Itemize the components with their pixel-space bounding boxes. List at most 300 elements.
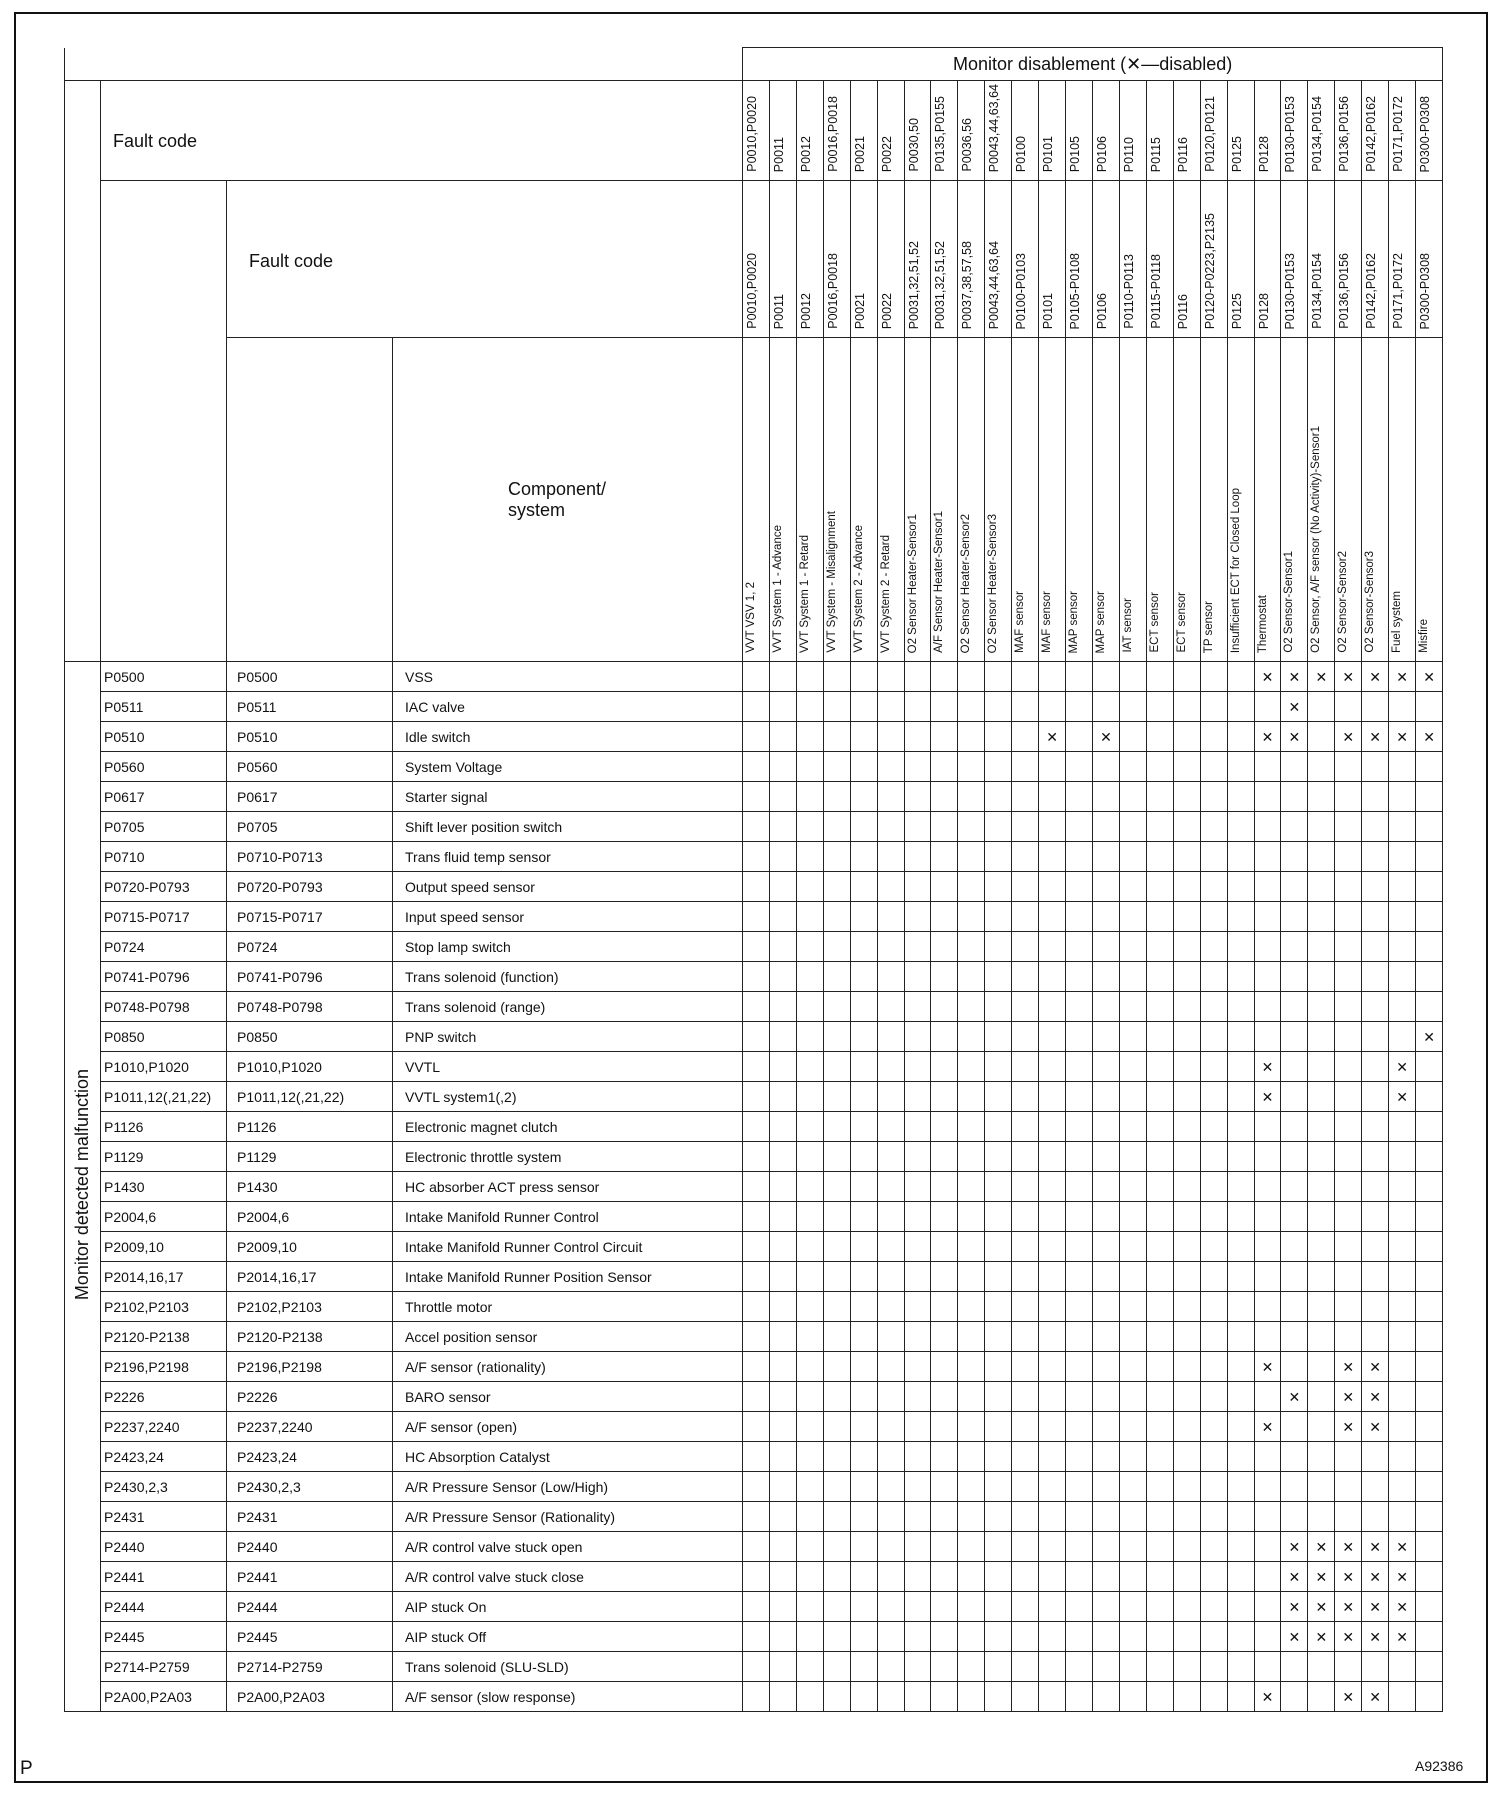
- column-code1-label: P0142,P0162: [1364, 96, 1379, 172]
- column-component-cell: [877, 338, 904, 662]
- empty-matrix-cell: [769, 812, 796, 842]
- column-code2-cell: [1281, 181, 1308, 338]
- column-component-cell: [904, 338, 931, 662]
- empty-matrix-cell: [904, 872, 931, 902]
- column-component-label: Fuel system: [1391, 591, 1404, 653]
- disabled-x-mark: ✕: [1288, 1538, 1301, 1555]
- row-component-system: PNP switch: [393, 1022, 743, 1052]
- empty-matrix-cell: [1012, 1232, 1039, 1262]
- row-fault-code-1: P2009,10: [101, 1232, 227, 1262]
- row-component-system: VVTL system1(,2): [393, 1082, 743, 1112]
- empty-matrix-cell: [823, 932, 850, 962]
- empty-matrix-cell: [1039, 752, 1066, 782]
- empty-matrix-cell: [1012, 1442, 1039, 1472]
- empty-matrix-cell: [1362, 1022, 1389, 1052]
- empty-matrix-cell: [743, 692, 770, 722]
- empty-matrix-cell: [823, 692, 850, 722]
- column-code1-cell: [850, 81, 877, 181]
- column-code2-cell: [1335, 181, 1362, 338]
- empty-matrix-cell: [1362, 1202, 1389, 1232]
- empty-matrix-cell: [1227, 1022, 1254, 1052]
- empty-matrix-cell: [1146, 662, 1173, 692]
- empty-matrix-cell: [1146, 902, 1173, 932]
- disabled-x-mark: ✕: [1261, 1358, 1274, 1375]
- disabled-mark-cell: [1389, 1052, 1416, 1082]
- empty-matrix-cell: [1066, 782, 1093, 812]
- disabled-x-mark: ✕: [1369, 1688, 1382, 1705]
- table-row: [65, 722, 1443, 752]
- column-component-label: IAT sensor: [1121, 598, 1134, 653]
- empty-matrix-cell: [743, 992, 770, 1022]
- column-code2-cell: [1012, 181, 1039, 338]
- empty-matrix-cell: [1416, 932, 1443, 962]
- empty-matrix-cell: [850, 1382, 877, 1412]
- empty-matrix-cell: [904, 1382, 931, 1412]
- empty-matrix-cell: [958, 1052, 985, 1082]
- empty-matrix-cell: [1308, 1142, 1335, 1172]
- empty-matrix-cell: [1012, 1382, 1039, 1412]
- empty-matrix-cell: [985, 1592, 1012, 1622]
- empty-matrix-cell: [1389, 1322, 1416, 1352]
- empty-matrix-cell: [1254, 1562, 1281, 1592]
- empty-matrix-cell: [1281, 992, 1308, 1022]
- empty-matrix-cell: [1039, 1682, 1066, 1712]
- empty-matrix-cell: [958, 1562, 985, 1592]
- empty-matrix-cell: [1092, 1232, 1119, 1262]
- empty-matrix-cell: [985, 1052, 1012, 1082]
- row-component-system: Shift lever position switch: [393, 812, 743, 842]
- empty-matrix-cell: [1416, 1442, 1443, 1472]
- empty-matrix-cell: [823, 1112, 850, 1142]
- empty-matrix-cell: [796, 692, 823, 722]
- empty-matrix-cell: [1362, 902, 1389, 932]
- empty-matrix-cell: [1308, 872, 1335, 902]
- empty-matrix-cell: [823, 1082, 850, 1112]
- empty-matrix-cell: [1092, 1022, 1119, 1052]
- row-component-system: VSS: [393, 662, 743, 692]
- empty-matrix-cell: [1066, 1112, 1093, 1142]
- empty-matrix-cell: [1146, 782, 1173, 812]
- empty-matrix-cell: [904, 1532, 931, 1562]
- empty-matrix-cell: [1281, 1682, 1308, 1712]
- empty-matrix-cell: [1200, 692, 1227, 722]
- disabled-mark-cell: [1092, 722, 1119, 752]
- empty-matrix-cell: [743, 1442, 770, 1472]
- column-code2-cell: [1362, 181, 1389, 338]
- row-component-system: Stop lamp switch: [393, 932, 743, 962]
- empty-matrix-cell: [877, 902, 904, 932]
- empty-matrix-cell: [1173, 962, 1200, 992]
- column-code2-label: P0031,32,51,52: [906, 240, 921, 329]
- empty-matrix-cell: [958, 1022, 985, 1052]
- empty-matrix-cell: [1335, 1142, 1362, 1172]
- column-code2-cell: [877, 181, 904, 338]
- disabled-x-mark: ✕: [1423, 1028, 1436, 1045]
- empty-matrix-cell: [1200, 1142, 1227, 1172]
- empty-matrix-cell: [985, 1172, 1012, 1202]
- empty-matrix-cell: [850, 1442, 877, 1472]
- empty-matrix-cell: [850, 1592, 877, 1622]
- disabled-x-mark: ✕: [1315, 1538, 1328, 1555]
- row-fault-code-2: P2423,24: [227, 1442, 393, 1472]
- empty-matrix-cell: [1066, 872, 1093, 902]
- empty-matrix-cell: [1012, 1472, 1039, 1502]
- column-code1-cell: [877, 81, 904, 181]
- empty-matrix-cell: [1092, 1052, 1119, 1082]
- empty-matrix-cell: [1308, 1292, 1335, 1322]
- column-code2-cell: [1227, 181, 1254, 338]
- table-row: [65, 1442, 1443, 1472]
- empty-matrix-cell: [1416, 1172, 1443, 1202]
- empty-matrix-cell: [904, 1322, 931, 1352]
- monitor-detected-malfunction-label: Monitor detected malfunction: [72, 1069, 92, 1301]
- empty-matrix-cell: [769, 1022, 796, 1052]
- top-left-corner: [65, 48, 743, 81]
- row-component-system: Trans solenoid (SLU-SLD): [393, 1652, 743, 1682]
- row-fault-code-1: P1129: [101, 1142, 227, 1172]
- empty-matrix-cell: [1092, 1472, 1119, 1502]
- disabled-mark-cell: [1281, 1592, 1308, 1622]
- empty-matrix-cell: [743, 752, 770, 782]
- empty-matrix-cell: [1416, 1532, 1443, 1562]
- disabled-x-mark: ✕: [1423, 728, 1436, 745]
- column-code2-label: P0016,P0018: [825, 253, 840, 329]
- empty-matrix-cell: [1416, 1592, 1443, 1622]
- empty-matrix-cell: [1092, 1502, 1119, 1532]
- empty-matrix-cell: [769, 992, 796, 1022]
- disabled-x-mark: ✕: [1423, 668, 1436, 685]
- empty-matrix-cell: [1227, 722, 1254, 752]
- empty-matrix-cell: [1119, 1142, 1146, 1172]
- empty-matrix-cell: [823, 1202, 850, 1232]
- column-code1-label: P0135,P0155: [933, 96, 948, 172]
- row-component-system: HC absorber ACT press sensor: [393, 1172, 743, 1202]
- column-code2-label: P0105-P0108: [1068, 252, 1083, 329]
- disabled-mark-cell: [1416, 662, 1443, 692]
- table-row: [65, 1622, 1443, 1652]
- table-row: [65, 1262, 1443, 1292]
- empty-matrix-cell: [1200, 1472, 1227, 1502]
- empty-matrix-cell: [1362, 1292, 1389, 1322]
- empty-matrix-cell: [1416, 1112, 1443, 1142]
- empty-matrix-cell: [931, 1322, 958, 1352]
- disabled-x-mark: ✕: [1396, 668, 1408, 685]
- row-fault-code-1: P0560: [101, 752, 227, 782]
- empty-matrix-cell: [1389, 1652, 1416, 1682]
- empty-matrix-cell: [985, 1442, 1012, 1472]
- empty-matrix-cell: [1012, 1322, 1039, 1352]
- empty-matrix-cell: [985, 722, 1012, 752]
- empty-matrix-cell: [1200, 1052, 1227, 1082]
- empty-matrix-cell: [823, 1322, 850, 1352]
- disabled-mark-cell: [1281, 1562, 1308, 1592]
- table-row: [65, 902, 1443, 932]
- empty-matrix-cell: [1389, 1382, 1416, 1412]
- empty-matrix-cell: [1012, 1352, 1039, 1382]
- empty-matrix-cell: [1173, 1562, 1200, 1592]
- empty-matrix-cell: [1119, 902, 1146, 932]
- empty-matrix-cell: [1066, 1652, 1093, 1682]
- column-code1-label: P0115: [1148, 136, 1163, 172]
- empty-matrix-cell: [1308, 692, 1335, 722]
- column-code1-cell: [985, 81, 1012, 181]
- empty-matrix-cell: [1335, 812, 1362, 842]
- empty-matrix-cell: [1119, 962, 1146, 992]
- empty-matrix-cell: [1281, 1322, 1308, 1352]
- empty-matrix-cell: [1308, 842, 1335, 872]
- empty-matrix-cell: [1012, 902, 1039, 932]
- empty-matrix-cell: [1335, 992, 1362, 1022]
- empty-matrix-cell: [1227, 1112, 1254, 1142]
- empty-matrix-cell: [1335, 842, 1362, 872]
- empty-matrix-cell: [985, 1082, 1012, 1112]
- column-component-label: VVT System 2 - Retard: [879, 534, 892, 653]
- row-fault-code-1: P1126: [101, 1112, 227, 1142]
- column-code1-label: P0116: [1175, 136, 1190, 172]
- empty-matrix-cell: [1092, 1172, 1119, 1202]
- empty-matrix-cell: [1066, 902, 1093, 932]
- empty-matrix-cell: [796, 1532, 823, 1562]
- empty-matrix-cell: [823, 812, 850, 842]
- table-row: [65, 1592, 1443, 1622]
- disabled-x-mark: ✕: [1342, 1598, 1355, 1615]
- empty-matrix-cell: [796, 1022, 823, 1052]
- empty-matrix-cell: [1173, 692, 1200, 722]
- column-component-cell: [985, 338, 1012, 662]
- empty-matrix-cell: [1308, 1472, 1335, 1502]
- empty-matrix-cell: [1012, 1112, 1039, 1142]
- left-blank-header: [65, 81, 101, 662]
- empty-matrix-cell: [1416, 902, 1443, 932]
- empty-matrix-cell: [1335, 752, 1362, 782]
- disabled-mark-cell: [1389, 1082, 1416, 1112]
- empty-matrix-cell: [823, 1292, 850, 1322]
- column-code2-cell: [823, 181, 850, 338]
- row-fault-code-2: P0560: [227, 752, 393, 782]
- empty-matrix-cell: [1389, 872, 1416, 902]
- empty-matrix-cell: [796, 1652, 823, 1682]
- row-fault-code-2: P1011,12(,21,22): [227, 1082, 393, 1112]
- empty-matrix-cell: [769, 1442, 796, 1472]
- empty-matrix-cell: [958, 752, 985, 782]
- empty-matrix-cell: [796, 1052, 823, 1082]
- empty-matrix-cell: [1254, 1472, 1281, 1502]
- empty-matrix-cell: [1335, 1112, 1362, 1142]
- empty-matrix-cell: [1146, 1592, 1173, 1622]
- empty-matrix-cell: [904, 1352, 931, 1382]
- empty-matrix-cell: [1119, 692, 1146, 722]
- column-component-label: ECT sensor: [1175, 592, 1188, 653]
- empty-matrix-cell: [769, 722, 796, 752]
- empty-matrix-cell: [1281, 1202, 1308, 1232]
- empty-matrix-cell: [985, 1382, 1012, 1412]
- empty-matrix-cell: [1146, 1442, 1173, 1472]
- empty-matrix-cell: [1119, 1172, 1146, 1202]
- empty-matrix-cell: [1119, 782, 1146, 812]
- empty-matrix-cell: [1308, 722, 1335, 752]
- empty-matrix-cell: [1254, 962, 1281, 992]
- column-component-label: O2 Sensor, A/F sensor (No Activity)-Sensor1: [1310, 426, 1323, 653]
- disabled-x-mark: ✕: [1261, 1688, 1274, 1705]
- empty-matrix-cell: [1362, 692, 1389, 722]
- empty-matrix-cell: [796, 1202, 823, 1232]
- empty-matrix-cell: [877, 932, 904, 962]
- empty-matrix-cell: [1308, 1652, 1335, 1682]
- column-code1-cell: [1173, 81, 1200, 181]
- empty-matrix-cell: [1281, 812, 1308, 842]
- column-code1-label: P0010,P0020: [745, 96, 759, 172]
- empty-matrix-cell: [1146, 1322, 1173, 1352]
- empty-matrix-cell: [1416, 1322, 1443, 1352]
- column-code1-label: P0106: [1094, 135, 1109, 172]
- empty-matrix-cell: [769, 1592, 796, 1622]
- column-component-cell: [1281, 338, 1308, 662]
- empty-matrix-cell: [1092, 812, 1119, 842]
- column-code2-label: P0142,P0162: [1364, 253, 1379, 329]
- empty-matrix-cell: [1227, 962, 1254, 992]
- empty-matrix-cell: [1254, 1622, 1281, 1652]
- empty-matrix-cell: [743, 1262, 770, 1292]
- empty-matrix-cell: [1254, 1502, 1281, 1532]
- disabled-mark-cell: [1254, 722, 1281, 752]
- empty-matrix-cell: [769, 1532, 796, 1562]
- empty-matrix-cell: [796, 932, 823, 962]
- empty-matrix-cell: [1389, 962, 1416, 992]
- empty-matrix-cell: [1416, 1052, 1443, 1082]
- empty-matrix-cell: [1281, 1472, 1308, 1502]
- empty-matrix-cell: [1362, 1472, 1389, 1502]
- empty-matrix-cell: [1308, 1172, 1335, 1202]
- column-component-cell: [1173, 338, 1200, 662]
- table-row: [65, 842, 1443, 872]
- empty-matrix-cell: [823, 1352, 850, 1382]
- empty-matrix-cell: [1066, 962, 1093, 992]
- row-fault-code-2: P2004,6: [227, 1202, 393, 1232]
- row-fault-code-2: P0705: [227, 812, 393, 842]
- empty-matrix-cell: [904, 932, 931, 962]
- disabled-mark-cell: [1362, 1412, 1389, 1442]
- empty-matrix-cell: [1012, 1292, 1039, 1322]
- empty-matrix-cell: [931, 842, 958, 872]
- empty-matrix-cell: [1066, 1502, 1093, 1532]
- row-fault-code-1: P0500: [101, 662, 227, 692]
- empty-matrix-cell: [743, 1352, 770, 1382]
- empty-matrix-cell: [985, 1622, 1012, 1652]
- empty-matrix-cell: [958, 692, 985, 722]
- empty-matrix-cell: [1308, 1052, 1335, 1082]
- column-code1-label: P0011: [771, 136, 786, 172]
- empty-matrix-cell: [1119, 1382, 1146, 1412]
- column-code2-cell: [931, 181, 958, 338]
- row-fault-code-1: P2004,6: [101, 1202, 227, 1232]
- disabled-x-mark: ✕: [1288, 1598, 1301, 1615]
- disabled-x-mark: ✕: [1369, 1568, 1382, 1585]
- empty-matrix-cell: [958, 1172, 985, 1202]
- empty-matrix-cell: [877, 1262, 904, 1292]
- empty-matrix-cell: [850, 1112, 877, 1142]
- column-code1-label: P0012: [798, 135, 813, 172]
- empty-matrix-cell: [1092, 992, 1119, 1022]
- empty-matrix-cell: [1066, 1292, 1093, 1322]
- empty-matrix-cell: [1012, 992, 1039, 1022]
- empty-matrix-cell: [1173, 902, 1200, 932]
- empty-matrix-cell: [904, 1112, 931, 1142]
- row-component-system: IAC valve: [393, 692, 743, 722]
- empty-matrix-cell: [1039, 1052, 1066, 1082]
- empty-matrix-cell: [1416, 1472, 1443, 1502]
- empty-matrix-cell: [1119, 1622, 1146, 1652]
- empty-matrix-cell: [1066, 752, 1093, 782]
- column-component-cell: [1012, 338, 1039, 662]
- empty-matrix-cell: [1200, 872, 1227, 902]
- empty-matrix-cell: [1146, 1232, 1173, 1262]
- empty-matrix-cell: [823, 1682, 850, 1712]
- empty-matrix-cell: [1119, 1052, 1146, 1082]
- row-component-system: VVTL: [393, 1052, 743, 1082]
- column-code1-cell: [904, 81, 931, 181]
- empty-matrix-cell: [1254, 1112, 1281, 1142]
- empty-matrix-cell: [1173, 1322, 1200, 1352]
- disabled-x-mark: ✕: [1396, 1538, 1408, 1555]
- column-code2-label: P0110-P0113: [1121, 254, 1136, 329]
- column-code2-cell: [985, 181, 1012, 338]
- table-row: [65, 1292, 1443, 1322]
- empty-matrix-cell: [1173, 1112, 1200, 1142]
- empty-matrix-cell: [1146, 872, 1173, 902]
- empty-matrix-cell: [1362, 782, 1389, 812]
- empty-matrix-cell: [1200, 662, 1227, 692]
- disabled-x-mark: ✕: [1369, 1538, 1382, 1555]
- empty-matrix-cell: [1039, 872, 1066, 902]
- column-code1-label: P0128: [1256, 135, 1271, 172]
- empty-matrix-cell: [985, 1682, 1012, 1712]
- table-row: [65, 1082, 1443, 1112]
- empty-matrix-cell: [796, 1502, 823, 1532]
- column-code2-cell: [1308, 181, 1335, 338]
- empty-matrix-cell: [958, 1322, 985, 1352]
- empty-matrix-cell: [850, 1082, 877, 1112]
- row-fault-code-2: P1126: [227, 1112, 393, 1142]
- empty-matrix-cell: [1227, 1202, 1254, 1232]
- empty-matrix-cell: [743, 1472, 770, 1502]
- empty-matrix-cell: [796, 1112, 823, 1142]
- empty-matrix-cell: [931, 1472, 958, 1502]
- disabled-x-mark: ✕: [1369, 1628, 1382, 1645]
- empty-matrix-cell: [1039, 1202, 1066, 1232]
- empty-matrix-cell: [958, 962, 985, 992]
- row-fault-code-2: P0500: [227, 662, 393, 692]
- column-code2-label: P0031,32,51,52: [933, 240, 948, 329]
- column-code2-cell: [1389, 181, 1416, 338]
- page-letter: P: [20, 1758, 33, 1779]
- column-code1-label: P0134,P0154: [1310, 96, 1325, 172]
- empty-matrix-cell: [1308, 902, 1335, 932]
- empty-matrix-cell: [958, 1472, 985, 1502]
- disabled-mark-cell: [1281, 662, 1308, 692]
- empty-matrix-cell: [1254, 902, 1281, 932]
- disabled-mark-cell: [1335, 1592, 1362, 1622]
- empty-matrix-cell: [796, 782, 823, 812]
- column-code1-cell: [1389, 81, 1416, 181]
- empty-matrix-cell: [1092, 902, 1119, 932]
- fault-code-header-1: Fault code: [101, 81, 743, 181]
- empty-matrix-cell: [1066, 1202, 1093, 1232]
- empty-matrix-cell: [1308, 1382, 1335, 1412]
- empty-matrix-cell: [1200, 1112, 1227, 1142]
- empty-matrix-cell: [1335, 1472, 1362, 1502]
- empty-matrix-cell: [1012, 1172, 1039, 1202]
- empty-matrix-cell: [958, 1652, 985, 1682]
